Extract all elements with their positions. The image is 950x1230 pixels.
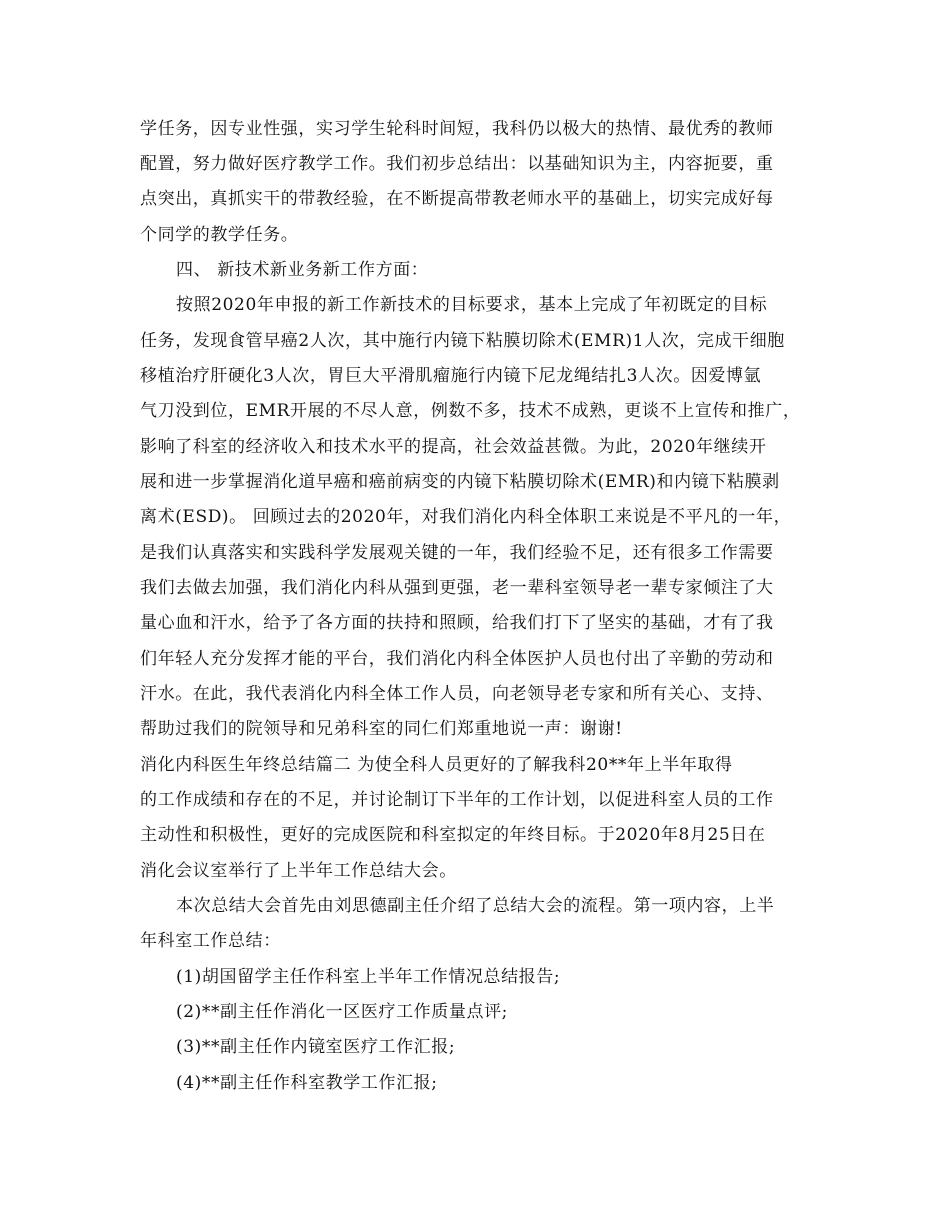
list-item: (1)胡国留学主任作科室上半年工作情况总结报告; [176, 967, 561, 987]
text-line: 汗水。在此，我代表消化内科全体工作人员，向老领导老专家和所有关心、支持、 [140, 684, 774, 704]
text-line: 配置，努力做好医疗教学工作。我们初步总结出：以基础知识为主，内容扼要，重 [140, 154, 774, 174]
text-line: 消化会议室举行了上半年工作总结大会。 [140, 861, 457, 881]
text-line: 点突出，真抓实干的带教经验，在不断提高带教老师水平的基础上，切实完成好每 [140, 189, 774, 209]
text-line: 按照2020年申报的新工作新技术的目标要求，基本上完成了年初既定的目标 [176, 295, 768, 315]
text-line: 本次总结大会首先由刘思德副主任介绍了总结大会的流程。第一项内容，上半 [176, 896, 775, 916]
section-heading: 四、 新技术新业务新工作方面： [176, 260, 429, 280]
text-line: 年科室工作总结： [140, 931, 281, 951]
text-line: 的工作成绩和存在的不足，并讨论制订下半年的工作计划，以促进科室人员的工作 [140, 790, 774, 810]
text-line: 展和进一步掌握消化道早癌和癌前病变的内镜下粘膜切除术(EMR)和内镜下粘膜剥 [140, 472, 780, 492]
section-title-line: 消化内科医生年终总结篇二 为使全科人员更好的了解我科20**年上半年取得 [140, 755, 733, 775]
text-line: 任务，发现食管早癌2人次，其中施行内镜下粘膜切除术(EMR)1人次，完成干细胞 [140, 331, 785, 351]
list-item: (2)**副主任作消化一区医疗工作质量点评; [176, 1002, 509, 1022]
text-line: 离术(ESD)。 回顾过去的2020年，对我们消化内科全体职工来说是不平凡的一年， [140, 507, 792, 527]
text-line: 是我们认真落实和实践科学发展观关键的一年，我们经验不足，还有很多工作需要 [140, 543, 774, 563]
list-item: (4)**副主任作科室教学工作汇报; [176, 1073, 438, 1093]
list-item: (3)**副主任作内镜室医疗工作汇报; [176, 1037, 456, 1057]
text-line: 移植治疗肝硬化3人次，胃巨大平滑肌瘤施行内镜下尼龙绳结扎3人次。因爱博氩 [140, 366, 762, 386]
text-line: 帮助过我们的院领导和兄弟科室的同仁们郑重地说一声：谢谢! [140, 719, 623, 739]
text-line: 们年轻人充分发挥才能的平台，我们消化内科全体医护人员也付出了辛勤的劳动和 [140, 649, 774, 669]
text-line: 量心血和汗水，给予了各方面的扶持和照顾，给我们打下了坚实的基础，才有了我 [140, 613, 774, 633]
text-line: 气刀没到位，EMR开展的不尽人意，例数不多，技术不成熟，更谈不上宣传和推广， [140, 401, 801, 421]
text-line: 主动性和积极性，更好的完成医院和科室拟定的年终目标。于2020年8月25日在 [140, 825, 766, 845]
text-line: 影响了科室的经济收入和技术水平的提高，社会效益甚微。为此，2020年继续开 [140, 437, 767, 457]
text-line: 学任务，因专业性强，实习学生轮科时间短，我科仍以极大的热情、最优秀的教师 [140, 119, 774, 139]
text-line: 我们去做去加强，我们消化内科从强到更强，老一辈科室领导老一辈专家倾注了大 [140, 578, 774, 598]
text-line: 个同学的教学任务。 [140, 225, 299, 245]
